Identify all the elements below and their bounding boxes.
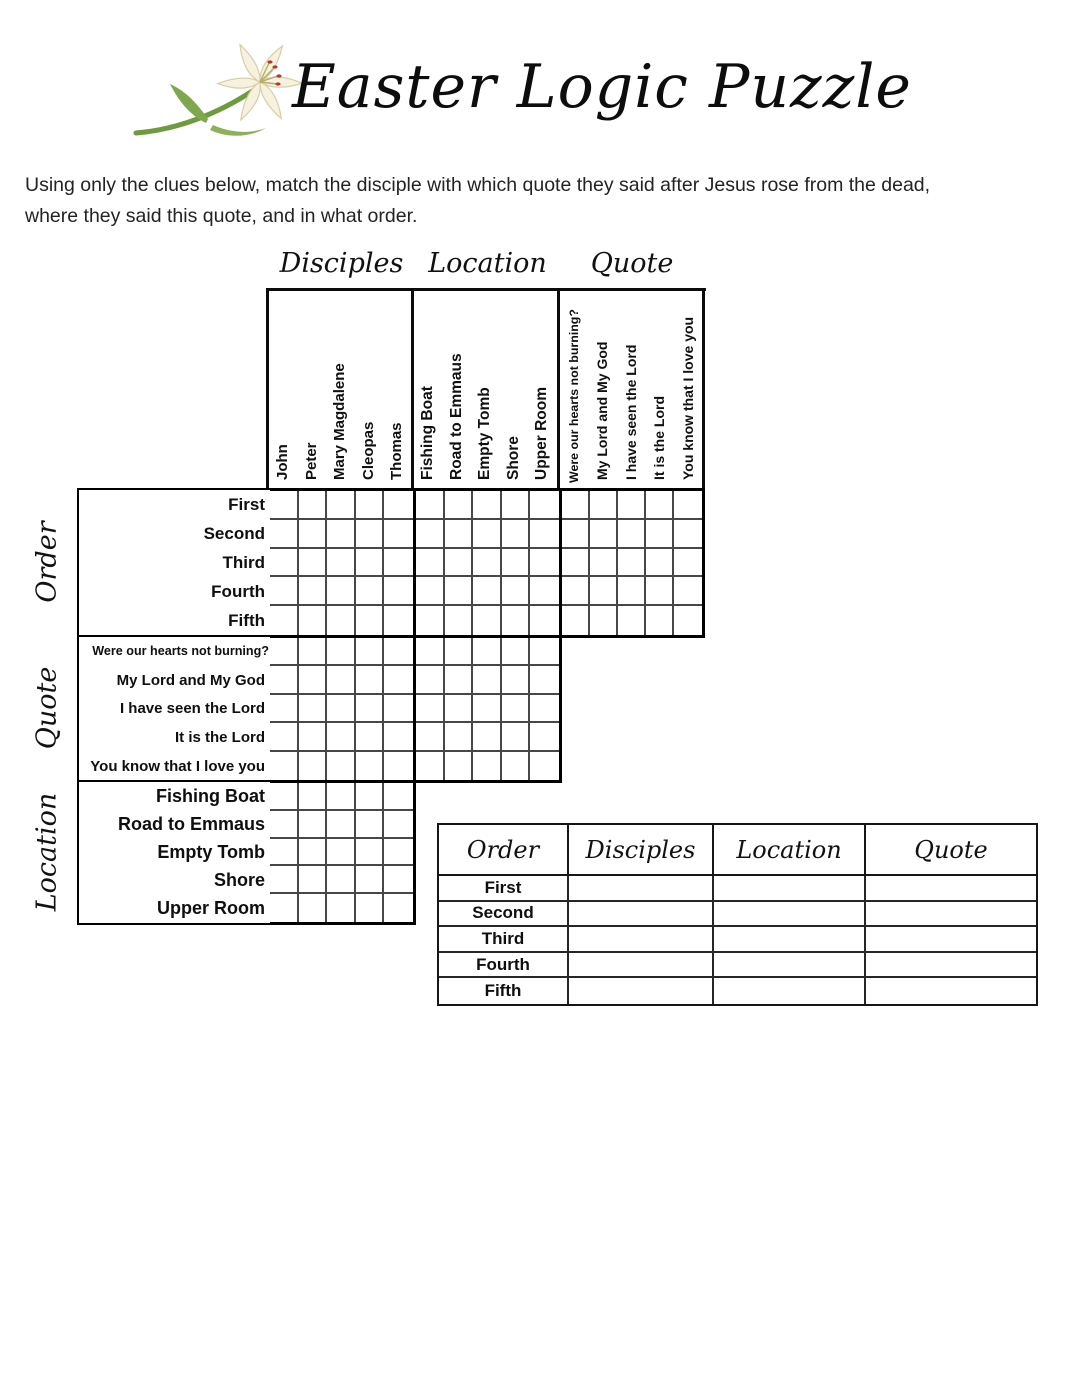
grid-cell[interactable]: [270, 491, 299, 520]
solution-col-header-disciples: Disciples: [569, 825, 714, 876]
grid-cell[interactable]: [416, 577, 445, 606]
grid-cell[interactable]: [327, 491, 356, 520]
row-label-quote: My Lord and My God: [116, 671, 265, 689]
grid-cell[interactable]: [502, 638, 531, 666]
grid-cell[interactable]: [384, 894, 413, 922]
grid-cell[interactable]: [562, 577, 590, 606]
grid-side-header-quote: Quote: [31, 666, 63, 750]
grid-cell[interactable]: [502, 577, 531, 606]
column-label-location: Empty Tomb: [476, 387, 494, 480]
grid-cell[interactable]: [356, 866, 385, 894]
column-label-disciples: Mary Magdalene: [331, 363, 349, 480]
grid-cell[interactable]: [590, 577, 618, 606]
grid-top-header-quote: Quote: [590, 248, 674, 279]
grid-cell[interactable]: [327, 577, 356, 606]
column-label-disciples: Peter: [302, 442, 320, 480]
grid-cell[interactable]: [646, 520, 674, 549]
grid-cell[interactable]: [327, 752, 356, 780]
grid-cell[interactable]: [445, 549, 474, 578]
solution-cell-quote[interactable]: [866, 902, 1036, 928]
solution-cell-location[interactable]: [714, 902, 866, 928]
grid-cell[interactable]: [299, 491, 328, 520]
grid-cell[interactable]: [299, 638, 328, 666]
grid-cell[interactable]: [270, 549, 299, 578]
grid-cell[interactable]: [384, 839, 413, 867]
grid-cell[interactable]: [502, 549, 531, 578]
grid-cell[interactable]: [674, 606, 702, 635]
grid-block-order-disciples: [267, 488, 416, 638]
grid-cell[interactable]: [299, 783, 328, 811]
grid-cell[interactable]: [530, 638, 559, 666]
grid-cell[interactable]: [270, 783, 299, 811]
grid-cell[interactable]: [530, 549, 559, 578]
grid-cell[interactable]: [299, 606, 328, 635]
solution-row-label: First: [439, 876, 569, 902]
grid-cell[interactable]: [356, 894, 385, 922]
grid-cell[interactable]: [270, 638, 299, 666]
grid-top-header-disciples: Disciples: [279, 248, 404, 279]
column-label-disciples: Thomas: [388, 422, 406, 480]
grid-cell[interactable]: [270, 866, 299, 894]
solution-cell-disciples[interactable]: [569, 953, 714, 979]
solution-row-label: Fourth: [439, 953, 569, 979]
grid-block-location-disciples: [267, 780, 416, 925]
grid-cell[interactable]: [530, 752, 559, 780]
grid-cell[interactable]: [502, 520, 531, 549]
column-labels-quote: [560, 291, 702, 487]
grid-cell[interactable]: [356, 666, 385, 694]
grid-cell[interactable]: [384, 866, 413, 894]
grid-cell[interactable]: [416, 723, 445, 751]
grid-block-order-quote: [559, 488, 705, 638]
grid-cell[interactable]: [530, 520, 559, 549]
grid-top-header-location: Location: [428, 248, 547, 279]
grid-cell[interactable]: [445, 638, 474, 666]
grid-cell[interactable]: [270, 723, 299, 751]
grid-cell[interactable]: [299, 866, 328, 894]
grid-cell[interactable]: [618, 606, 646, 635]
grid-cell[interactable]: [327, 839, 356, 867]
grid-cell[interactable]: [618, 520, 646, 549]
grid-cell[interactable]: [356, 811, 385, 839]
column-label-quote: I have seen the Lord: [622, 344, 639, 480]
grid-cell[interactable]: [445, 723, 474, 751]
grid-cell[interactable]: [299, 666, 328, 694]
grid-cell[interactable]: [384, 723, 413, 751]
row-label-location: Shore: [213, 870, 265, 891]
grid-cell[interactable]: [356, 638, 385, 666]
grid-cell[interactable]: [356, 695, 385, 723]
grid-cell[interactable]: [416, 606, 445, 635]
grid-cell[interactable]: [356, 577, 385, 606]
grid-cell[interactable]: [327, 520, 356, 549]
grid-block-quote-disciples: [267, 635, 416, 783]
grid-cell[interactable]: [299, 577, 328, 606]
solution-cell-disciples[interactable]: [569, 876, 714, 902]
grid-cell[interactable]: [270, 695, 299, 723]
instructions-line-1: Using only the clues below, match the disciple with which quote they said after Jesus rose from the dead,: [25, 174, 931, 196]
grid-cell[interactable]: [384, 491, 413, 520]
grid-cell[interactable]: [299, 695, 328, 723]
grid-cell[interactable]: [356, 723, 385, 751]
grid-cell[interactable]: [270, 666, 299, 694]
page-title: Easter Logic Puzzle: [292, 52, 912, 122]
grid-cell[interactable]: [416, 520, 445, 549]
grid-cell[interactable]: [327, 894, 356, 922]
grid-cell[interactable]: [356, 752, 385, 780]
grid-cell[interactable]: [356, 839, 385, 867]
grid-cell[interactable]: [270, 894, 299, 922]
grid-cell[interactable]: [445, 577, 474, 606]
grid-cell[interactable]: [384, 811, 413, 839]
grid-cell[interactable]: [327, 695, 356, 723]
grid-cell[interactable]: [445, 606, 474, 635]
column-label-location: Upper Room: [533, 387, 551, 480]
grid-cell[interactable]: [646, 606, 674, 635]
grid-cell[interactable]: [590, 606, 618, 635]
grid-cell[interactable]: [502, 606, 531, 635]
column-label-quote: You know that I love you: [679, 316, 696, 480]
grid-cell[interactable]: [384, 666, 413, 694]
grid-cell[interactable]: [327, 666, 356, 694]
grid-cell[interactable]: [384, 783, 413, 811]
grid-cell[interactable]: [618, 577, 646, 606]
grid-cell[interactable]: [502, 723, 531, 751]
instructions-line-2: where they said this quote, and in what order.: [25, 205, 418, 227]
grid-side-header-location: Location: [31, 792, 63, 912]
grid-cell[interactable]: [270, 577, 299, 606]
solution-cell-quote[interactable]: [866, 978, 1036, 1004]
grid-cell[interactable]: [445, 752, 474, 780]
grid-cell[interactable]: [473, 491, 502, 520]
grid-cell[interactable]: [473, 606, 502, 635]
grid-cell[interactable]: [445, 520, 474, 549]
row-label-quote: You know that I love you: [90, 758, 265, 776]
grid-cell[interactable]: [270, 606, 299, 635]
grid-cell[interactable]: [473, 752, 502, 780]
solution-col-header-quote: Quote: [866, 825, 1036, 876]
lily-icon: [130, 32, 312, 154]
row-label-location: Empty Tomb: [157, 842, 265, 862]
solution-cell-location[interactable]: [714, 927, 866, 953]
grid-cell[interactable]: [618, 549, 646, 578]
grid-cell[interactable]: [270, 752, 299, 780]
grid-cell[interactable]: [674, 549, 702, 578]
row-label-quote: It is the Lord: [175, 729, 265, 747]
grid-cell[interactable]: [327, 723, 356, 751]
grid-cell[interactable]: [473, 549, 502, 578]
grid-cell[interactable]: [299, 839, 328, 867]
grid-cell[interactable]: [327, 783, 356, 811]
grid-cell[interactable]: [356, 606, 385, 635]
grid-cell[interactable]: [384, 606, 413, 635]
grid-cell[interactable]: [646, 491, 674, 520]
grid-cell[interactable]: [445, 491, 474, 520]
grid-cell[interactable]: [473, 666, 502, 694]
grid-cell[interactable]: [327, 866, 356, 894]
row-label-order: Second: [203, 523, 265, 543]
grid-cell[interactable]: [562, 491, 590, 520]
solution-cell-location[interactable]: [714, 876, 866, 902]
grid-cell[interactable]: [674, 520, 702, 549]
grid-cell[interactable]: [502, 695, 531, 723]
grid-cell[interactable]: [473, 577, 502, 606]
grid-cell[interactable]: [473, 638, 502, 666]
grid-cell[interactable]: [416, 695, 445, 723]
grid-cell[interactable]: [416, 638, 445, 666]
column-labels-disciples: [269, 291, 412, 487]
solution-cell-location[interactable]: [714, 978, 866, 1004]
solution-cell-disciples[interactable]: [569, 978, 714, 1004]
grid-cell[interactable]: [416, 491, 445, 520]
row-label-quote: Were our hearts not burning?: [92, 644, 269, 659]
grid-cell[interactable]: [384, 695, 413, 723]
grid-cell[interactable]: [356, 783, 385, 811]
grid-cell[interactable]: [416, 549, 445, 578]
grid-cell[interactable]: [646, 549, 674, 578]
grid-cell[interactable]: [356, 520, 385, 549]
solution-cell-quote[interactable]: [866, 876, 1036, 902]
solution-cell-location[interactable]: [714, 953, 866, 979]
grid-cell[interactable]: [646, 577, 674, 606]
grid-cell[interactable]: [299, 894, 328, 922]
grid-block-quote-location: [413, 635, 562, 783]
grid-cell[interactable]: [502, 666, 531, 694]
grid-cell[interactable]: [299, 752, 328, 780]
solution-row-label: Fifth: [439, 978, 569, 1004]
grid-cell[interactable]: [416, 752, 445, 780]
grid-cell[interactable]: [384, 638, 413, 666]
grid-cell[interactable]: [502, 491, 531, 520]
solution-row-label: Second: [439, 902, 569, 928]
grid-cell[interactable]: [562, 606, 590, 635]
grid-cell[interactable]: [327, 549, 356, 578]
grid-cell[interactable]: [327, 606, 356, 635]
row-label-quote: I have seen the Lord: [119, 700, 265, 718]
grid-cell[interactable]: [445, 695, 474, 723]
row-label-order: Fifth: [228, 611, 265, 631]
grid-cell[interactable]: [356, 491, 385, 520]
solution-row-label: Third: [439, 927, 569, 953]
grid-cell[interactable]: [299, 723, 328, 751]
row-label-location: Upper Room: [157, 898, 265, 919]
grid-side-header-order: Order: [31, 521, 63, 603]
row-labels-location: [77, 780, 270, 925]
solution-cell-disciples[interactable]: [569, 927, 714, 953]
row-label-order: Third: [222, 553, 265, 572]
column-label-quote: It is the Lord: [651, 396, 668, 480]
grid-cell[interactable]: [384, 752, 413, 780]
column-labels-location: [414, 291, 557, 487]
grid-cell[interactable]: [530, 577, 559, 606]
column-label-quote: Were our hearts not burning?: [567, 309, 581, 483]
grid-cell[interactable]: [473, 723, 502, 751]
row-labels-order: [77, 488, 270, 638]
row-label-order: Fourth: [211, 582, 265, 602]
grid-cell[interactable]: [384, 520, 413, 549]
grid-cell[interactable]: [299, 549, 328, 578]
row-labels-quote: [77, 635, 270, 783]
column-label-location: Fishing Boat: [419, 386, 436, 480]
grid-cell[interactable]: [590, 520, 618, 549]
grid-block-order-location: [413, 488, 562, 638]
solution-cell-quote[interactable]: [866, 927, 1036, 953]
grid-cell[interactable]: [384, 577, 413, 606]
grid-cell[interactable]: [502, 752, 531, 780]
grid-cell[interactable]: [674, 491, 702, 520]
grid-cell[interactable]: [356, 549, 385, 578]
grid-cell[interactable]: [618, 491, 646, 520]
grid-cell[interactable]: [530, 723, 559, 751]
solution-cell-disciples[interactable]: [569, 902, 714, 928]
grid-cell[interactable]: [530, 491, 559, 520]
grid-cell[interactable]: [562, 520, 590, 549]
grid-cell[interactable]: [473, 695, 502, 723]
solution-cell-quote[interactable]: [866, 953, 1036, 979]
grid-cell[interactable]: [445, 666, 474, 694]
grid-cell[interactable]: [416, 666, 445, 694]
row-label-order: First: [228, 494, 265, 514]
grid-cell[interactable]: [270, 520, 299, 549]
grid-cell[interactable]: [270, 839, 299, 867]
header-separator: [702, 288, 705, 489]
column-label-quote: My Lord and My God: [594, 341, 611, 480]
column-label-disciples: Cleopas: [359, 421, 377, 480]
grid-cell[interactable]: [299, 520, 328, 549]
grid-cell[interactable]: [590, 491, 618, 520]
grid-cell[interactable]: [327, 638, 356, 666]
solution-table: [437, 823, 1038, 1006]
grid-cell[interactable]: [384, 549, 413, 578]
grid-cell[interactable]: [674, 577, 702, 606]
column-label-location: Shore: [504, 436, 522, 480]
row-label-location: Fishing Boat: [156, 785, 265, 806]
grid-cell[interactable]: [530, 695, 559, 723]
grid-cell[interactable]: [299, 811, 328, 839]
grid-cell[interactable]: [530, 606, 559, 635]
grid-cell[interactable]: [270, 811, 299, 839]
row-label-location: Road to Emmaus: [117, 813, 265, 834]
column-label-disciples: John: [274, 444, 291, 480]
column-label-location: Road to Emmaus: [447, 353, 465, 480]
grid-cell[interactable]: [327, 811, 356, 839]
grid-cell[interactable]: [590, 549, 618, 578]
solution-col-header-order: Order: [439, 825, 569, 876]
grid-cell[interactable]: [530, 666, 559, 694]
grid-cell[interactable]: [562, 549, 590, 578]
instructions-text: [25, 170, 1065, 232]
solution-col-header-location: Location: [714, 825, 866, 876]
grid-cell[interactable]: [473, 520, 502, 549]
